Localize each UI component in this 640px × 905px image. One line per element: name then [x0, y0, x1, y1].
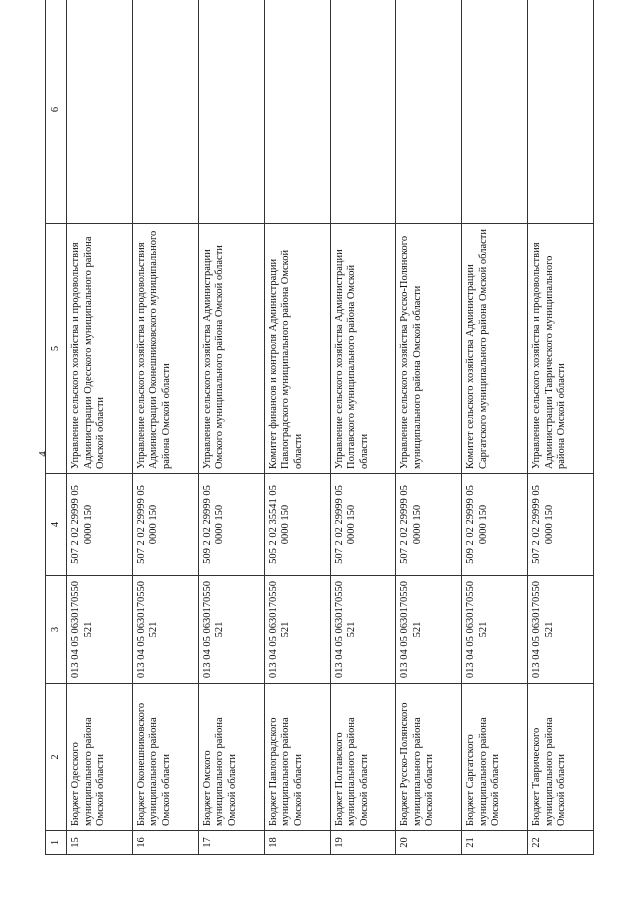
code-cell: 013 04 05 0630170550 521	[132, 576, 198, 684]
header-col-1: 1	[46, 831, 67, 855]
kbk-cell: 507 2 02 29999 05 0000 150	[396, 474, 462, 576]
code-cell: 013 04 05 0630170550 521	[198, 576, 264, 684]
code-cell: 013 04 05 0630170550 521	[528, 576, 594, 684]
row-number: 20	[396, 831, 462, 855]
budget-cell: Бюджет Русско-Полянского муниципального района Омской области	[396, 684, 462, 831]
administrator-cell: Управление сельского хозяйства и продовольствия Администрации Таврического муниципального района Омской области	[528, 224, 594, 474]
header-row	[46, 0, 67, 855]
row-number: 15	[67, 831, 133, 855]
kbk-cell: 507 2 02 29999 05 0000 150	[132, 474, 198, 576]
code-cell: 013 04 05 0630170550 521	[264, 576, 330, 684]
row-number: 22	[528, 831, 594, 855]
kbk-cell: 505 2 02 35541 05 0000 150	[264, 474, 330, 576]
administrator-cell: Комитет сельского хозяйства Администрации Саргатского муниципального района Омской области	[462, 224, 528, 474]
kbk-cell: 509 2 02 29999 05 0000 150	[198, 474, 264, 576]
administrator-cell: Комитет финансов и контроля Администрации Павлоградского муниципального района Омской области	[264, 224, 330, 474]
header-col-2: 2	[46, 684, 67, 831]
table-row	[198, 0, 264, 855]
header-col-3: 3	[46, 576, 67, 684]
budget-cell: Бюджет Одесского муниципального района Омской области	[67, 684, 133, 831]
note-cell	[396, 0, 462, 224]
table-row	[330, 0, 396, 855]
kbk-cell: 507 2 02 29999 05 0000 150	[330, 474, 396, 576]
administrator-cell: Управление сельского хозяйства и продовольствия Администрации Одесского муниципального района Омской области	[67, 224, 133, 474]
note-cell	[67, 0, 133, 224]
budget-cell: Бюджет Омского муниципального района Омской области	[198, 684, 264, 831]
rotated-table-container	[45, 0, 594, 855]
table-row	[132, 0, 198, 855]
administrator-cell: Управление сельского хозяйства Администрации Полтавского муниципального района Омской области	[330, 224, 396, 474]
budget-cell: Бюджет Полтавского муниципального района Омской области	[330, 684, 396, 831]
row-number: 19	[330, 831, 396, 855]
budget-cell: Бюджет Саргатского муниципального района Омской области	[462, 684, 528, 831]
row-number: 16	[132, 831, 198, 855]
table-row	[264, 0, 330, 855]
note-cell	[198, 0, 264, 224]
budget-cell: Бюджет Павлоградского муниципального района Омской области	[264, 684, 330, 831]
header-col-5: 5	[46, 224, 67, 474]
note-cell	[264, 0, 330, 224]
administrator-cell: Управление сельского хозяйства Администрации Омского муниципального района Омской области	[198, 224, 264, 474]
administrator-cell: Управление сельского хозяйства и продовольствия Администрации Оконешниковского муниципального района Омской области	[132, 224, 198, 474]
table-row	[462, 0, 528, 855]
code-cell: 013 04 05 0630170550 521	[396, 576, 462, 684]
administrator-cell: Управление сельского хозяйства Русско-Полянского муниципального района Омской области	[396, 224, 462, 474]
table-row	[67, 0, 133, 855]
code-cell: 013 04 05 0630170550 521	[462, 576, 528, 684]
table-row	[528, 0, 594, 855]
page-number: 4	[36, 451, 49, 457]
note-cell	[528, 0, 594, 224]
note-cell	[132, 0, 198, 224]
note-cell	[462, 0, 528, 224]
row-number: 18	[264, 831, 330, 855]
code-cell: 013 04 05 0630170550 521	[330, 576, 396, 684]
kbk-cell: 507 2 02 29999 05 0000 150	[67, 474, 133, 576]
budget-cell: Бюджет Таврического муниципального района Омской области	[528, 684, 594, 831]
table-row	[396, 0, 462, 855]
row-number: 21	[462, 831, 528, 855]
budget-cell: Бюджет Оконешниковского муниципального района Омской области	[132, 684, 198, 831]
kbk-cell: 509 2 02 29999 05 0000 150	[462, 474, 528, 576]
kbk-cell: 507 2 02 29999 05 0000 150	[528, 474, 594, 576]
header-col-6: 6	[46, 0, 67, 224]
row-number: 17	[198, 831, 264, 855]
note-cell	[330, 0, 396, 224]
code-cell: 013 04 05 0630170550 521	[67, 576, 133, 684]
budget-table	[45, 0, 594, 855]
header-col-4: 4	[46, 474, 67, 576]
